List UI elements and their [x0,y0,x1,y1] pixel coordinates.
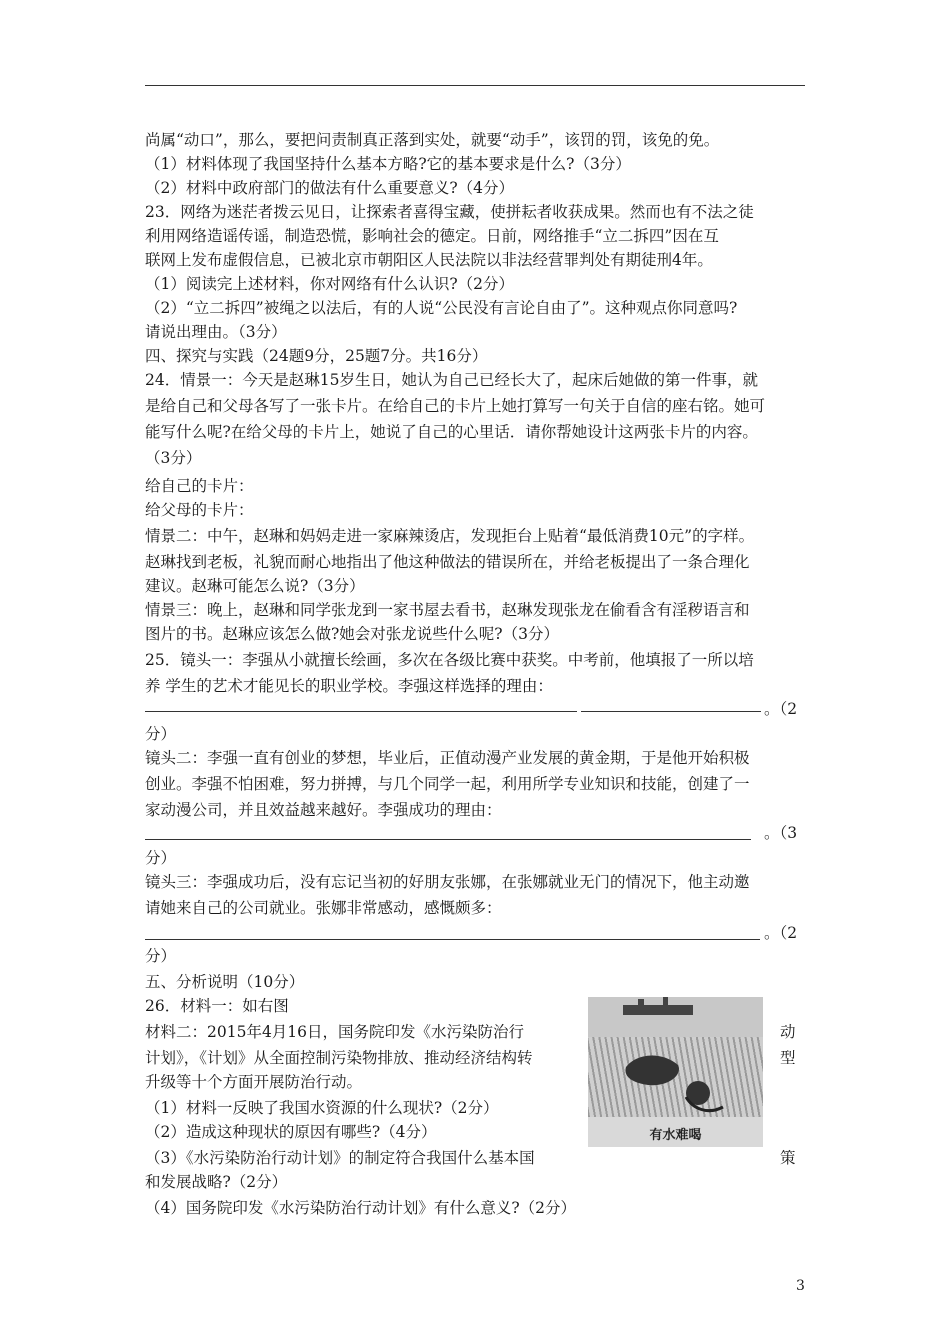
text-line: 情景三：晚上，赵琳和同学张龙到一家书屋去看书，赵琳发现张龙在偷看含有淫秽语言和 [145,601,750,619]
text-line: 26．材料一：如右图 [145,997,289,1015]
answer-blank-3 [145,939,760,940]
text-line: 给父母的卡片： [145,501,254,519]
text-line: （3）《水污染防治行动计划》的制定符合我国什么基本国 [145,1149,535,1167]
text-line: 养 学生的艺术才能见长的职业学校。李强这样选择的理由： [145,677,553,695]
text-line: 25．镜头一：李强从小就擅长绘画，多次在各级比赛中获奖。中考前，他填报了一所以培 [145,651,754,669]
score-mark: 。（2 [764,700,798,718]
side-char: 型 [780,1049,796,1067]
text-line: 请她来自己的公司就业。张娜非常感动，感慨颇多： [145,899,502,917]
text-line: 赵琳找到老板，礼貌而耐心地指出了他这种做法的错误所在，并给老板提出了一条合理化 [145,553,750,571]
text-line: 四、探究与实践（24题9分，25题7分。共16分） [145,347,488,365]
text-line: （1）材料体现了我国坚持什么基本方略?它的基本要求是什么?（3分） [145,155,631,173]
page-number: 3 [796,1278,805,1294]
text-line: 家动漫公司，并且效益越来越好。李强成功的理由： [145,801,502,819]
text-line: 联网上发布虚假信息，已被北京市朝阳区人民法院以非法经营罪判处有期徒刑4年。 [145,251,713,269]
text-line: （4）国务院印发《水污染防治行动计划》有什么意义?（2分） [145,1199,577,1217]
text-line: 分） [145,725,177,743]
text-line: （1）阅读完上述材料，你对网络有什么认识?（2分） [145,275,515,293]
side-char: 策 [780,1149,796,1167]
text-line: 建议。赵琳可能怎么说?（3分） [145,577,365,595]
text-line: 五、分析说明（10分） [145,973,305,991]
text-line: 镜头二：李强一直有创业的梦想，毕业后，正值动漫产业发展的黄金期，于是他开始积极 [145,749,750,767]
text-line: 材料二：2015年4月16日，国务院印发《水污染防治行 [145,1023,525,1041]
text-line: 和发展战略?（2分） [145,1173,288,1191]
text-line: 镜头三：李强成功后，没有忘记当初的好朋友张娜，在张娜就业无门的情况下，他主动邀 [145,873,750,891]
score-mark: 。（2 [764,924,798,942]
text-line: （2）“立二拆四”被绳之以法后，有的人说“公民没有言论自由了”。这种观点你同意吗? [145,299,738,317]
text-line: 情景二：中午，赵琳和妈妈走进一家麻辣烫店，发现拒台上贴着“最低消费10元”的字样。 [145,527,755,545]
text-line: （1）材料一反映了我国水资源的什么现状?（2分） [145,1099,499,1117]
text-line: 能写什么呢?在给父母的卡片上，她说了自己的心里话．请你帮她设计这两张卡片的内容。 [145,423,758,441]
text-line: 分） [145,947,177,965]
score-mark: 。（3 [764,824,798,842]
text-line: 计划》，《计划》从全面控制污染物排放、推动经济结构转 [145,1049,533,1067]
text-line: （2）材料中政府部门的做法有什么重要意义?（4分） [145,179,515,197]
text-line: 创业。李强不怕困难，努力拼搏，与几个同学一起，利用所学专业知识和技能，创建了一 [145,775,750,793]
side-char: 动 [780,1023,796,1041]
text-line: 24．情景一：今天是赵琳15岁生日，她认为自己已经长大了，起床后她做的第一件事，就 [145,371,758,389]
text-line: 图片的书。赵琳应该怎么做?她会对张龙说些什么呢?（3分） [145,625,559,643]
text-line: 分） [145,849,177,867]
answer-blank-2 [145,839,751,840]
text-line: 请说出理由。（3分） [145,323,287,341]
text-line: 是给自己和父母各写了一张卡片。在给自己的卡片上她打算写一句关于自信的座右铭。她可 [145,397,766,415]
text-line: 给自己的卡片： [145,477,254,495]
text-line: 尚属“动口”，那么，要把问责制真正落到实处，就要“动手”，该罚的罚，该免的免。 [145,131,720,149]
cartoon-figure [588,997,763,1147]
answer-blank-1b [581,711,761,712]
text-line: 23．网络为迷茫者拨云见日，让探索者喜得宝藏，使拼耘者收获成果。然而也有不法之徒 [145,203,754,221]
text-line: （3分） [145,449,202,467]
figure-caption: 有水难喝 [649,1128,702,1143]
text-line: 利用网络造谣传谣，制造恐慌，影响社会的德定。日前，网络推手“立二拆四”因在互 [145,227,719,245]
text-line: 升级等十个方面开展防治行动。 [145,1073,363,1091]
text-line: （2）造成这种现状的原因有哪些?（4分） [145,1123,437,1141]
header-rule [145,85,805,86]
answer-blank-1a [145,711,577,712]
